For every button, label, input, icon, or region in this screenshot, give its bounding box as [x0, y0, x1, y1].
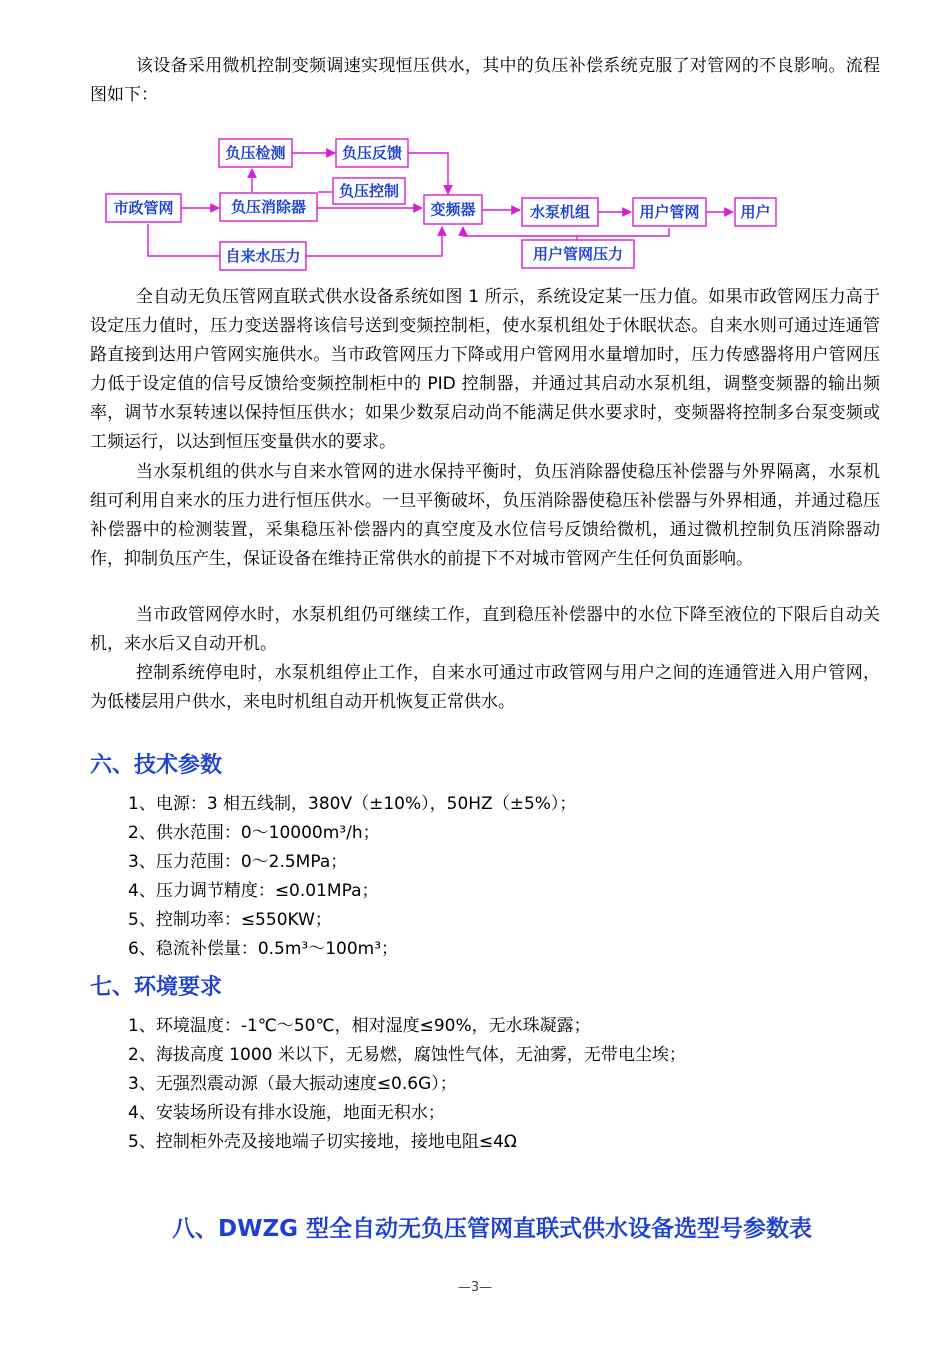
paragraph-system: 全自动无负压管网直联式供水设备系统如图 1 所示，系统设定某一压力值。如果市政管网压力高于设定压力值时，压力变送器将该信号送到变频控制柜，使水泵机组处于休眠状态。自来水则可通过连通管路直接到达用户管网实施供水。当市政管网压力下降或用户管网用水量增加时，压力传感器将用户管网压力低于设定值的信号反馈给变频控制柜中的 PID 控制器，并通过其启动水泵机组，调整变频器的输出频率，调节水泵转速以保持恒压供水；如果少数泵启动尚不能满足供水要求时，变频器将控制多台泵变频或工频运行，以达到恒压变量供水的要求。: [90, 287, 880, 452]
paragraph-balance: 当水泵机组的供水与自来水管网的进水保持平衡时，负压消除器使稳压补偿器与外界隔离，水泵机组可利用自来水的压力进行恒压供水。一旦平衡破坏，负压消除器使稳压补偿器与外界相通，并通过稳压补偿器中的检测装置，采集稳压补偿器内的真空度及水位信号反馈给微机，通过微机控制负压消除器动作，抑制负压产生，保证设备在维持正常供水的前提下不对城市管网产生任何负面影响。: [90, 462, 880, 569]
svg-text:变频器: 变频器: [430, 200, 476, 219]
paragraph-water-outage: 当市政管网停水时，水泵机组仍可继续工作，直到稳压补偿器中的水位下降至液位的下限后自动关机，来水后又自动开机。: [90, 605, 880, 654]
node-neg-feedback: [336, 139, 408, 167]
intro-paragraph: 该设备采用微机控制变频调速实现恒压供水，其中的负压补偿系统克服了对管网的不良影响。流程图如下：: [90, 56, 880, 105]
list-item: 4、压力调节精度：≤0.01MPa；: [128, 881, 379, 901]
tech-params-list: [128, 790, 576, 964]
node-tap-pressure: [220, 242, 306, 270]
node-city-pipe: [106, 194, 181, 222]
svg-text:水泵机组: 水泵机组: [529, 203, 591, 221]
node-neg-eliminator: [220, 193, 317, 221]
svg-text:用户管网: 用户管网: [639, 203, 700, 221]
flowchart: [0, 0, 950, 280]
page-number: —3—: [457, 1280, 493, 1295]
node-neg-control: [333, 178, 405, 204]
section7-title: 七、环境要求: [90, 975, 223, 1000]
list-item: 3、压力范围：0～2.5MPa；: [128, 852, 348, 872]
svg-text:负压反馈: 负压反馈: [341, 144, 403, 162]
svg-text:负压控制: 负压控制: [338, 182, 400, 200]
edge-city-tap-pressure: [148, 224, 220, 256]
node-user-pipe: [633, 198, 706, 226]
section8-title: 八、DWZG 型全自动无负压管网直联式供水设备选型号参数表: [172, 1216, 813, 1242]
edge-feedback-to-inverter: [408, 153, 448, 194]
svg-text:负压检测: 负压检测: [225, 144, 286, 162]
list-item: 5、控制柜外壳及接地端子切实接地，接地电阻≤4Ω: [128, 1132, 517, 1152]
list-item: 1、电源：3 相五线制，380V（±10%），50HZ（±5%）；: [128, 794, 577, 814]
env-requirements-list: [128, 1012, 686, 1157]
list-item: 2、海拔高度 1000 米以下，无易燃，腐蚀性气体，无油雾，无带电尘埃；: [128, 1045, 686, 1065]
paragraph-power-outage: 控制系统停电时，水泵机组停止工作，自来水可通过市政管网与用户之间的连通管进入用户管网，为低楼层用户供水，来电时机组自动开机恢复正常供水。: [90, 663, 880, 712]
edge-tap-pressure-to-inverter: [306, 227, 442, 256]
svg-text:自来水压力: 自来水压力: [225, 247, 301, 265]
svg-text:用户: 用户: [740, 203, 771, 221]
list-item: 4、安装场所设有排水设施，地面无积水；: [128, 1103, 445, 1123]
list-item: 2、供水范围：0～10000m³/h；: [128, 823, 380, 843]
svg-text:负压消除器: 负压消除器: [230, 198, 307, 216]
node-inverter: [424, 195, 482, 224]
svg-text:市政管网: 市政管网: [113, 199, 174, 217]
list-item: 6、稳流补偿量：0.5m³～100m³；: [128, 939, 399, 959]
svg-text:用户管网压力: 用户管网压力: [532, 245, 624, 263]
list-item: 3、无强烈震动源（最大振动速度≤0.6G）；: [128, 1074, 457, 1094]
list-item: 5、控制功率：≤550KW；: [128, 910, 332, 930]
edge-userpipe-pressure-loop: [463, 227, 669, 236]
node-pump-unit: [522, 198, 598, 226]
node-user-pipe-pressure: [522, 240, 634, 268]
section6-title: 六、技术参数: [90, 753, 223, 778]
node-user: [735, 198, 776, 226]
list-item: 1、环境温度：-1℃～50℃，相对湿度≤90%，无水珠凝露；: [128, 1016, 591, 1036]
node-neg-detect: [219, 139, 292, 167]
